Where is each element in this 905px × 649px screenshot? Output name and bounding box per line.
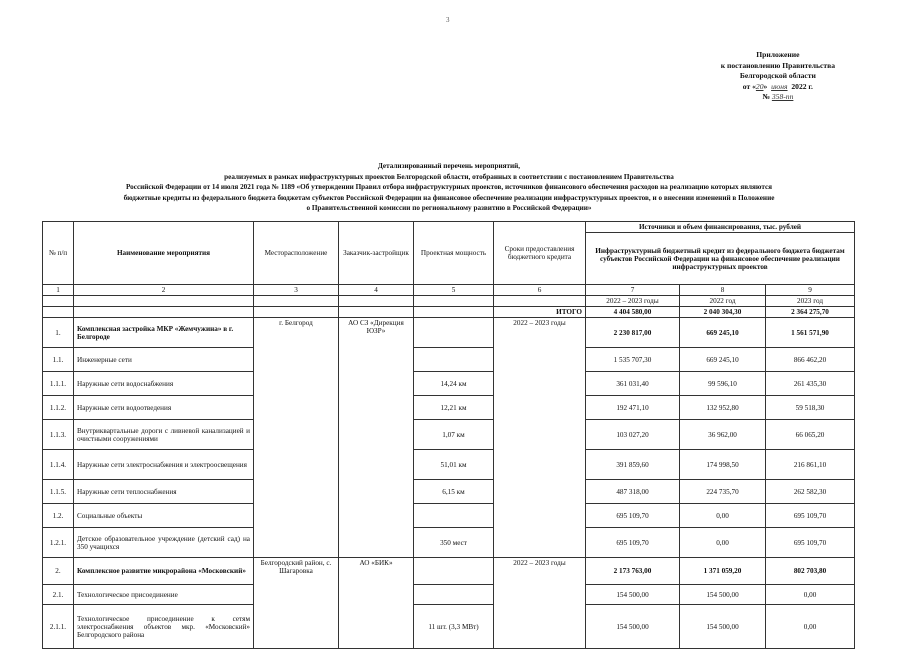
title-line-3: Российской Федерации от 14 июля 2021 года № 1189 «Об утверждении Правил отбора инфраструктурных проектов, источников финансового обеспечения расходов на реализацию которых являются: [125, 183, 773, 192]
row-value-2022: 174 998,50: [680, 450, 766, 480]
table-row: [43, 396, 855, 420]
number-value: 358-пп: [771, 92, 794, 101]
date-month: июня: [771, 81, 788, 91]
year-2022: 2022 год: [680, 296, 766, 307]
project-customer: АО «БИК»: [339, 558, 414, 649]
annex-line-2: к постановлению Правительства: [720, 60, 835, 70]
value-total: 2 230 817,00: [586, 318, 680, 348]
row-capacity: 1,07 км: [414, 420, 494, 450]
header-capacity: Проектная мощность: [414, 222, 494, 285]
title-line-1: Детализированный перечень мероприятий,: [377, 162, 521, 170]
row-value-2023: 866 462,20: [766, 348, 855, 372]
row-value-2022: 132 952,80: [680, 396, 766, 420]
row-value-2023: 0,00: [766, 605, 855, 649]
row-value-total: 103 027,20: [586, 420, 680, 450]
document-title: [44, 161, 854, 214]
number-prefix: №: [762, 92, 770, 101]
table-row: [43, 372, 855, 396]
row-value-total: 487 318,00: [586, 480, 680, 504]
table-row: [43, 528, 855, 558]
measures-table: [42, 221, 855, 649]
total-v7: 4 404 580,00: [586, 307, 680, 318]
row-value-2022: 0,00: [680, 528, 766, 558]
table-row: [43, 450, 855, 480]
header-terms: Сроки предоставления бюджетного кредита: [494, 222, 586, 285]
row-value-2023: 262 582,30: [766, 480, 855, 504]
row-capacity: [414, 504, 494, 528]
row-name: Детское образовательное учреждение (детский сад) на 350 учащихся: [74, 528, 254, 558]
annex-block: [721, 50, 835, 103]
table-row: [43, 420, 855, 450]
row-value-2023: 59 518,30: [766, 396, 855, 420]
row-value-2023: 695 109,70: [766, 504, 855, 528]
value-2023: 802 703,80: [766, 558, 855, 585]
annex-date-line: [721, 82, 835, 93]
years-row: [43, 296, 855, 307]
header-customer: Заказчик-застройщик: [339, 222, 414, 285]
row-number: 1.2.: [43, 504, 74, 528]
header-num: № п/п: [43, 222, 74, 285]
colnum-2: 2: [74, 285, 254, 296]
colnum-9: 9: [766, 285, 855, 296]
row-value-total: 695 109,70: [586, 504, 680, 528]
row-value-2023: 216 861,10: [766, 450, 855, 480]
year-2023: 2023 год: [766, 296, 855, 307]
row-number: 1.1.2.: [43, 396, 74, 420]
row-name: Наружные сети водоотведения: [74, 396, 254, 420]
colnum-4: 4: [339, 285, 414, 296]
colnum-5: 5: [414, 285, 494, 296]
date-day: 20: [755, 81, 764, 91]
date-year: 2022 г.: [791, 81, 813, 91]
date-prefix: от «: [742, 81, 756, 91]
table-row: [43, 504, 855, 528]
row-number: 1.1.1.: [43, 372, 74, 396]
total-v8: 2 040 304,30: [680, 307, 766, 318]
row-value-2023: 0,00: [766, 585, 855, 605]
project-name: Комплексное развитие микрорайона «Московский»: [74, 558, 254, 585]
value-2023: 1 561 571,90: [766, 318, 855, 348]
project-row: [43, 558, 855, 585]
annex-number-line: [721, 92, 835, 103]
row-value-2023: 66 065,20: [766, 420, 855, 450]
row-value-2022: 154 500,00: [680, 605, 766, 649]
row-number: 1.1.4.: [43, 450, 74, 480]
row-value-2023: 695 109,70: [766, 528, 855, 558]
table-row: [43, 585, 855, 605]
row-value-total: 391 859,60: [586, 450, 680, 480]
row-name: Технологическое присоединение: [74, 585, 254, 605]
row-name: Социальные объекты: [74, 504, 254, 528]
table-row: [43, 480, 855, 504]
title-line-5: о Правительственной комиссии по региональному развитию в Российской Федерации»: [306, 204, 592, 213]
row-name: Наружные сети теплоснабжения: [74, 480, 254, 504]
header-sources: Источники и объем финансирования, тыс. рублей: [586, 222, 855, 233]
project-customer: АО СЗ «Дирекция ЮЗР»: [339, 318, 414, 558]
colnum-7: 7: [586, 285, 680, 296]
row-capacity: 12,21 км: [414, 396, 494, 420]
row-name: Наружные сети электроснабжения и электроосвещения: [74, 450, 254, 480]
colnum-8: 8: [680, 285, 766, 296]
row-capacity: 14,24 км: [414, 372, 494, 396]
page-number: 3: [446, 16, 450, 24]
title-line-2: реализуемых в рамках инфраструктурных проектов Белгородской области, отобранных в соответствии с постановлением Правительства: [224, 172, 674, 181]
row-name: Инженерные сети: [74, 348, 254, 372]
row-value-total: 361 031,40: [586, 372, 680, 396]
row-capacity: [414, 348, 494, 372]
row-value-2022: 0,00: [680, 504, 766, 528]
header-location: Месторасположение: [254, 222, 339, 285]
project-name: Комплексная застройка МКР «Жемчужина» в г. Белгороде: [74, 318, 254, 348]
row-capacity: 350 мест: [414, 528, 494, 558]
value-2022: 1 371 059,20: [680, 558, 766, 585]
project-terms: 2022 – 2023 годы: [494, 558, 586, 649]
column-numbers-row: [43, 285, 855, 296]
colnum-3: 3: [254, 285, 339, 296]
row-capacity: [414, 585, 494, 605]
row-name: Технологическое присоединение к сетям электроснабжения объектов мкр. «Московский» Белгородского района: [74, 605, 254, 649]
value-2022: 669 245,10: [680, 318, 766, 348]
header-credit: Инфраструктурный бюджетный кредит из федерального бюджета бюджетам субъектов Российской Федерации на финансовое обеспечение реализации инфраструктурных проектов: [586, 233, 855, 285]
row-number: 1.: [43, 318, 74, 348]
annex-line-1: Приложение: [756, 50, 800, 59]
row-value-2022: 669 245,10: [680, 348, 766, 372]
row-name: Наружные сети водоснабжения: [74, 372, 254, 396]
value-total: 2 173 763,00: [586, 558, 680, 585]
row-value-2022: 154 500,00: [680, 585, 766, 605]
total-label: ИТОГО: [494, 307, 586, 318]
row-number: 2.1.: [43, 585, 74, 605]
row-value-2022: 36 962,00: [680, 420, 766, 450]
project-location: г. Белгород: [254, 318, 339, 558]
row-value-2022: 99 596,10: [680, 372, 766, 396]
header-name: Наименование мероприятия: [74, 222, 254, 285]
row-capacity: 11 шт. (3,3 МВт): [414, 605, 494, 649]
row-value-2023: 261 435,30: [766, 372, 855, 396]
date-mid: »: [763, 81, 768, 91]
total-v9: 2 364 275,70: [766, 307, 855, 318]
project-row: [43, 318, 855, 348]
row-capacity: 6,15 км: [414, 480, 494, 504]
row-number: 2.: [43, 558, 74, 585]
row-capacity: 51,01 км: [414, 450, 494, 480]
total-row: [43, 307, 855, 318]
row-value-2022: 224 735,70: [680, 480, 766, 504]
row-number: 2.1.1.: [43, 605, 74, 649]
year-total: 2022 – 2023 годы: [586, 296, 680, 307]
row-number: 1.1.5.: [43, 480, 74, 504]
title-line-4: бюджетные кредиты из федерального бюджета бюджетам субъектов Российской Федерации на финансовое обеспечение реализации инфраструктурных проектов, и о внесении изменений в Положение: [123, 193, 775, 202]
colnum-1: 1: [43, 285, 74, 296]
colnum-6: 6: [494, 285, 586, 296]
row-name: Внутриквартальные дороги с ливневой канализацией и очистными сооружениями: [74, 420, 254, 450]
row-number: 1.1.3.: [43, 420, 74, 450]
row-value-total: 154 500,00: [586, 585, 680, 605]
project-location: Белгородский район, с. Шагаровка: [254, 558, 339, 649]
capacity-cell: [414, 318, 494, 348]
annex-line-3: Белгородской области: [739, 71, 816, 80]
table-row: [43, 348, 855, 372]
row-value-total: 154 500,00: [586, 605, 680, 649]
row-number: 1.2.1.: [43, 528, 74, 558]
capacity-cell: [414, 558, 494, 585]
row-number: 1.1.: [43, 348, 74, 372]
table-row: [43, 605, 855, 649]
row-value-total: 192 471,10: [586, 396, 680, 420]
row-value-total: 695 109,70: [586, 528, 680, 558]
row-value-total: 1 535 707,30: [586, 348, 680, 372]
project-terms: 2022 – 2023 годы: [494, 318, 586, 558]
